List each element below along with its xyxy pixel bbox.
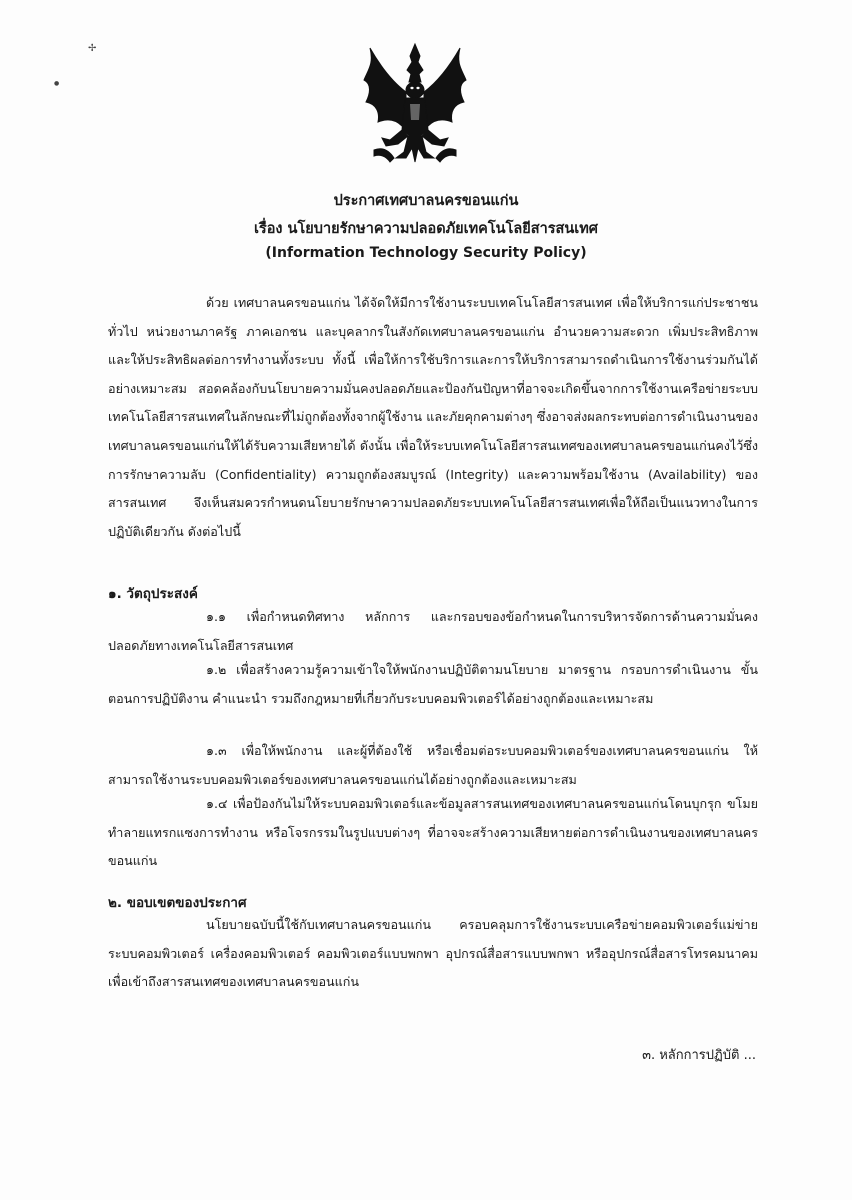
intro-paragraph: ด้วย เทศบาลนครขอนแก่น ได้จัดให้มีการใช้งานระบบเทคโนโลยีสารสนเทศ เพื่อให้บริการแก่ประชาชนทั่วไป หน่วยงานภาครัฐ ภาคเอกชน และบุคลากรในสังกัดเทศบาลนครขอนแก่น อำนวยความสะดวก เพิ่มประสิทธิภาพ และให้ประสิทธิผลต่อการทำงานทั้งระบบ ทั้งนี้ เพื่อให้การใช้บริการและการให้บริการสามารถดำเนินการใช้งานร่วมกันได้อย่างเหมาะสม สอดคล้องกับนโยบายความมั่นคงปลอดภัยและป้องกันปัญหาที่อาจจะเกิดขึ้นจากการใช้งานเครือข่ายระบบเทคโนโลยีสารสนเทศในลักษณะที่ไม่ถูกต้องทั้งจากผู้ใช้งาน และภัยคุกคามต่างๆ ซึ่งอาจส่งผลกระทบต่อการดำเนินงานของเทศบาลนครขอนแก่นให้ได้รับความเสียหายได้ ดังนั้น เพื่อให้ระบบเทคโนโลยีสารสนเทศของเทศบาลนครขอนแก่นคงไว้ซึ่งการรักษาความลับ (Confidentiality) ความถูกต้องสมบูรณ์ (Integrity) และความพร้อมใช้งาน (Availability) ของสารสนเทศ จึงเห็นสมควรกำหนดนโยบายรักษาความปลอดภัยระบบเทคโนโลยีสารสนเทศเพื่อให้ถือเป็นแนวทางในการปฏิบัติเดียวกัน ดังต่อไปนี้	[108, 295, 758, 539]
scan-speck: ✢	[88, 43, 97, 54]
objective-item: ๑.๒ เพื่อสร้างความรู้ความเข้าใจให้พนักงานปฏิบัติตามนโยบาย มาตรฐาน กรอบการดำเนินงาน ขั้นตอนการปฏิบัติงาน คำแนะนำ รวมถึงกฎหมายที่เกี่ยวกับระบบคอมพิวเตอร์ได้อย่างถูกต้องและเหมาะสม	[108, 662, 758, 706]
page-continuation-note: ๓. หลักการปฏิบัติ ...	[642, 1048, 756, 1063]
announcement-title: ประกาศเทศบาลนครขอนแก่น	[333, 193, 519, 209]
objective-item: ๑.๔ เพื่อป้องกันไม่ให้ระบบคอมพิวเตอร์และข้อมูลสารสนเทศของเทศบาลนครขอนแก่นโดนบุกรุก ขโมย ทำลายแทรกแซงการทำงาน หรือโจรกรรมในรูปแบบต่างๆ ที่อาจจะสร้างความเสียหายต่อการดำเนินงานของเทศบาลนครขอนแก่น	[108, 796, 758, 869]
objective-item: ๑.๑ เพื่อกำหนดทิศทาง หลักการ และกรอบของข้อกำหนดในการบริหารจัดการด้านความมั่นคง ปลอดภัยทางเทคโนโลยีสารสนเทศ	[108, 609, 758, 653]
scan-speck: ●	[54, 80, 60, 87]
scope-paragraph: นโยบายฉบับนี้ใช้กับเทศบาลนครขอนแก่น ครอบคลุมการใช้งานระบบเครือข่ายคอมพิวเตอร์แม่ข่าย ระบบคอมพิวเตอร์ เครื่องคอมพิวเตอร์ คอมพิวเตอร์แบบพกพา อุปกรณ์สื่อสารแบบพกพา หรืออุปกรณ์สื่อสารโทรคมนาคม เพื่อเข้าถึงสารสนเทศของเทศบาลนครขอนแก่น	[108, 917, 758, 990]
section-heading-objectives: ๑. วัตถุประสงค์	[108, 586, 198, 602]
announcement-subject-english: (Information Technology Security Policy)	[265, 245, 587, 261]
announcement-subject: เรื่อง นโยบายรักษาความปลอดภัยเทคโนโลยีสารสนเทศ	[253, 221, 599, 237]
garuda-emblem-icon	[360, 40, 470, 170]
objective-item: ๑.๓ เพื่อให้พนักงาน และผู้ที่ต้องใช้ หรือเชื่อมต่อระบบคอมพิวเตอร์ของเทศบาลนครขอนแก่น ให้สามารถใช้งานระบบคอมพิวเตอร์ของเทศบาลนครขอนแก่นได้อย่างถูกต้องและเหมาะสม	[108, 743, 758, 787]
section-heading-scope: ๒. ขอบเขตของประกาศ	[108, 895, 247, 911]
